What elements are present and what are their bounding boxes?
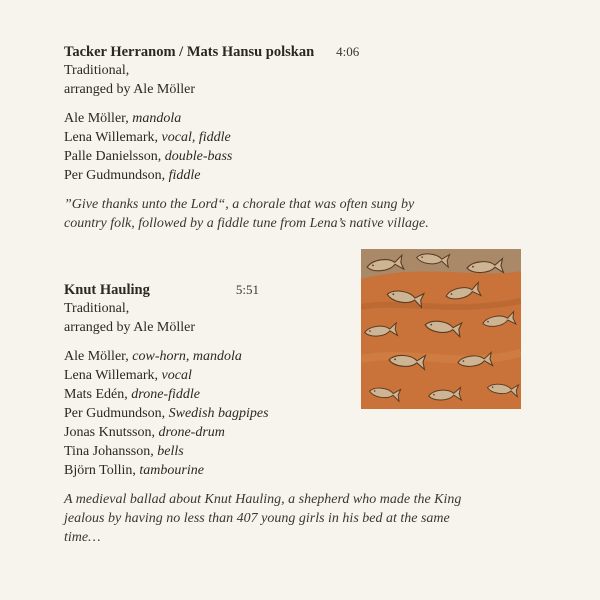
track-2-musician: Tina Johansson, bells: [64, 444, 184, 459]
track-1-musician: Ale Möller, mandola: [64, 111, 182, 126]
fish-painting-svg: [361, 249, 521, 409]
track-1-credit-1: Traditional,: [64, 63, 130, 78]
track-2-musician: Björn Tollin, tambourine: [64, 463, 204, 478]
track-2-musician: Jonas Knutsson, drone-drum: [64, 425, 225, 440]
track-1-header: [64, 44, 429, 61]
track-2-title: Knut Hauling: [64, 282, 150, 298]
track-1-musician: Palle Danielsson, double-bass: [64, 149, 233, 164]
track-2-duration: 5:51: [235, 282, 259, 297]
track-1-musician: Lena Willemark, vocal, fiddle: [64, 130, 231, 145]
track-2-credit-2: arranged by Ale Möller: [64, 320, 196, 335]
track-2-musician: Lena Willemark, vocal: [64, 368, 192, 383]
track-1: [64, 44, 429, 233]
track-2-credit-1: Traditional,: [64, 301, 130, 316]
track-1-title: Tacker Herranom / Mats Hansu polskan: [64, 44, 315, 60]
track-2-musician: Ale Möller, cow-horn, mandola: [64, 349, 242, 364]
track-2-musician: Per Gudmundson, Swedish bagpipes: [64, 406, 269, 421]
track-2-note-line: jealous by having no less than 407 young girls in his bed at the same: [64, 511, 450, 526]
track-1-duration: 4:06: [336, 44, 360, 59]
track-2-musician: Mats Edén, drone-fiddle: [64, 387, 200, 402]
track-1-credit-2: arranged by Ale Möller: [64, 82, 196, 97]
fish-painting-artwork: [361, 249, 521, 409]
track-1-note-line: country folk, followed by a fiddle tune from Lena’s native village.: [64, 216, 429, 231]
track-1-musician: Per Gudmundson, fiddle: [64, 168, 201, 183]
track-2-note-line: time…: [64, 530, 101, 545]
track-1-note-line: ”Give thanks unto the Lord“, a chorale that was often sung by: [64, 197, 415, 212]
track-2-note-line: A medieval ballad about Knut Hauling, a shepherd who made the King: [64, 492, 462, 507]
